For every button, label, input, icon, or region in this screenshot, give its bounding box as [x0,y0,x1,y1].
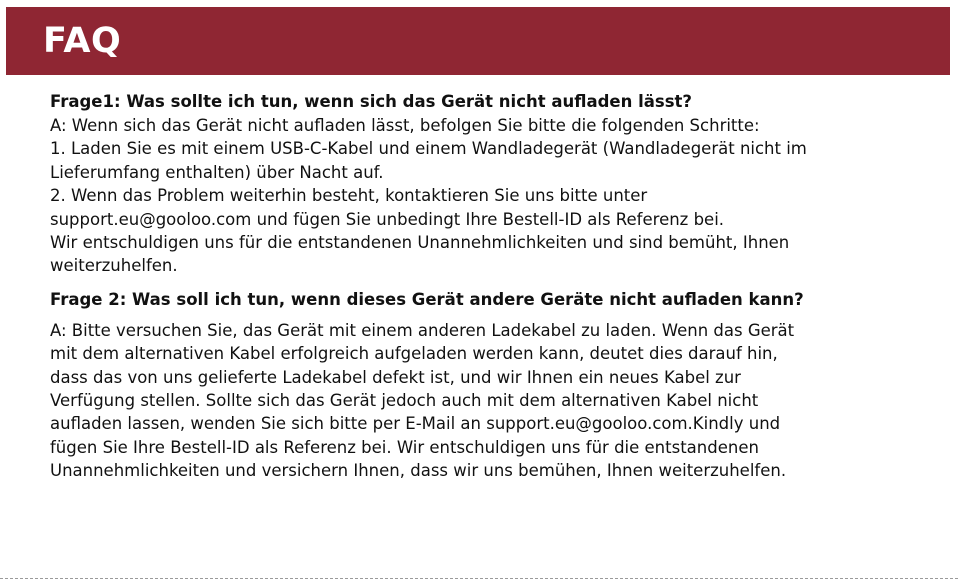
faq-content [50,90,940,483]
faq-item-1 [50,90,940,278]
answer-2-line: Unannehmlichkeiten und versichern Ihnen, dass wir uns bemühen, Ihnen weiterzuhelfen. [50,461,787,481]
answer-2-line: fügen Sie Ihre Bestell-ID als Referenz bei. Wir entschuldigen uns für die entstandenen [50,437,759,457]
answer-2-line: dass das von uns gelieferte Ladekabel defekt ist, und wir Ihnen ein neues Kabel zur [50,367,741,387]
answer-1-line: Wir entschuldigen uns für die entstandenen Unannehmlichkeiten und sind bemüht, Ihnen [50,233,790,253]
answer-2-line: A: Bitte versuchen Sie, das Gerät mit einem anderen Ladekabel zu laden. Wenn das Gerät [50,320,795,340]
faq-header-banner [6,7,950,75]
answer-2-line: Verfügung stellen. Sollte sich das Gerät jedoch auch mit dem alternativen Kabel nicht [50,391,759,411]
answer-1-line: 1. Laden Sie es mit einem USB-C-Kabel und einem Wandladegerät (Wandladegerät nicht im [50,139,807,159]
answer-1-line: 2. Wenn das Problem weiterhin besteht, kontaktieren Sie uns bitte unter [50,186,648,206]
answer-2-line: mit dem alternativen Kabel erfolgreich aufgeladen werden kann, deutet dies darauf hin, [50,344,778,364]
faq-item-2 [50,288,940,483]
answer-1-line: support.eu@gooloo.com und fügen Sie unbedingt Ihre Bestell-ID als Referenz bei. [50,209,725,229]
answer-1-line: weiterzuhelfen. [50,256,178,276]
answer-1-line: A: Wenn sich das Gerät nicht aufladen lässt, befolgen Sie bitte die folgenden Schritte: [50,116,760,135]
bottom-dashed-divider [0,578,958,579]
answer-1 [50,114,940,278]
question-1-title: Frage1: Was sollte ich tun, wenn sich das Gerät nicht aufladen lässt? [50,92,692,111]
answer-2-line: aufladen lassen, wenden Sie sich bitte per E-Mail an support.eu@gooloo.com.Kindly und [50,414,781,434]
answer-1-line: Lieferumfang enthalten) über Nacht auf. [50,162,384,182]
answer-2 [50,319,940,483]
question-2-title: Frage 2: Was soll ich tun, wenn dieses Gerät andere Geräte nicht aufladen kann? [50,289,804,309]
page-title: FAQ [43,21,122,61]
